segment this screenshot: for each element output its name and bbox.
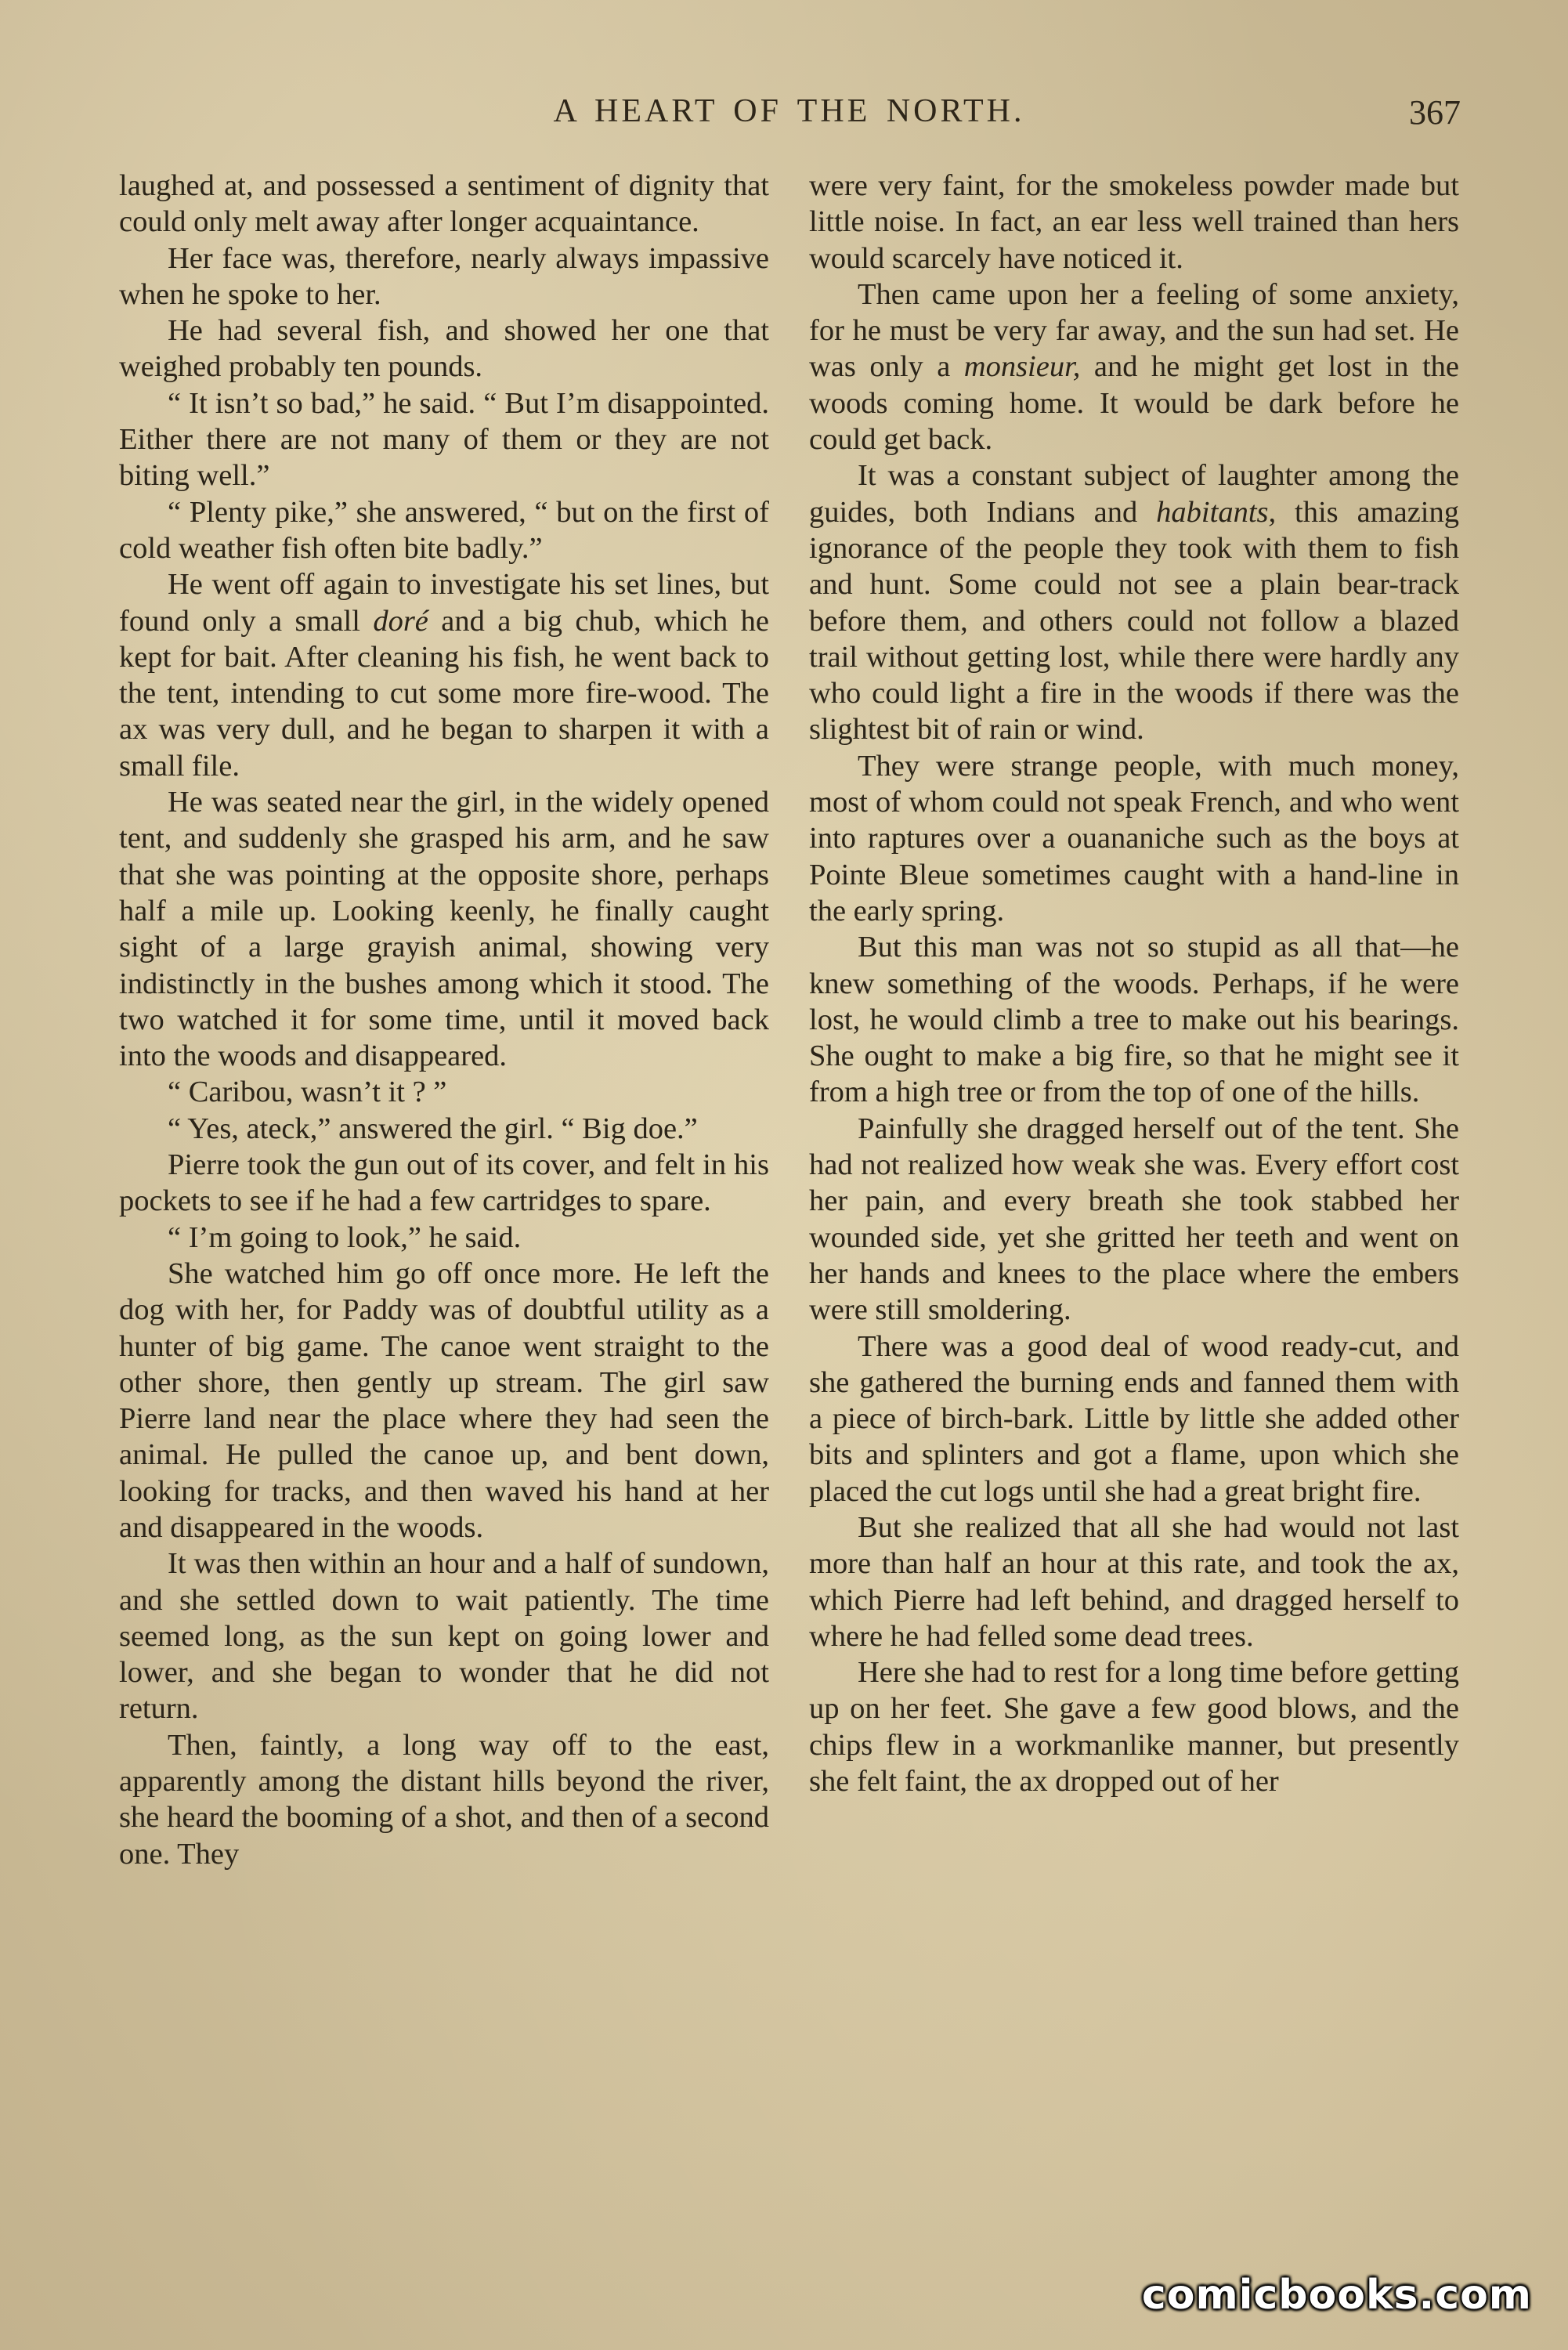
page-number: 367 bbox=[1409, 93, 1461, 132]
paragraph: But she realized that all she had would not last more than half an hour at this rate, and took the ax, which Pierre had left behind, and dragged herself to where he had felled some dead trees. bbox=[809, 1510, 1459, 1653]
paragraph: Here she had to rest for a long time before getting up on her feet. She gave a few good blows, and the chips flew in a workmanlike manner, but presently she felt faint, the ax dropped out of her bbox=[809, 1656, 1459, 1799]
paragraph: Her face was, therefore, nearly always impassive when he spoke to her. bbox=[119, 241, 769, 311]
italic-word: habitants, bbox=[1156, 495, 1277, 529]
right-column bbox=[809, 168, 1459, 1799]
paragraph: Painfully she dragged herself out of the tent. She had not realized how weak she was. Every effort cost her pain, and every breath she took stabbed her wounded side, yet she gritted her teeth and went on her hands and knees to the place where the embers were still smoldering. bbox=[809, 1112, 1459, 1327]
paragraph: “ Plenty pike,” she answered, “ but on the first of cold weather fish often bite badly.” bbox=[119, 495, 769, 565]
paragraph bbox=[809, 457, 1459, 747]
paragraph: She watched him go off once more. He left the dog with her, for Paddy was of doubtful utility as a hunter of big game. The canoe went straight to the other shore, then gently up stream. The girl saw Pierre land near the place where they had seen the animal. He pulled the canoe up, and bent down, looking for tracks, and then waved his hand at her and disappeared in the woods. bbox=[119, 1256, 769, 1544]
paragraph: were very faint, for the smokeless powder made but little noise. In fact, an ear less well trained than hers would scarcely have noticed it. bbox=[809, 169, 1459, 275]
paragraph: “ I’m going to look,” he said. bbox=[168, 1220, 522, 1254]
paragraph: He was seated near the girl, in the widely opened tent, and suddenly she grasped his arm, and he saw that she was pointing at the opposite shore, perhaps half a mile up. Looking keenly, he finally caught sight of a large grayish animal, showing very indistinctly in the bushes among which it stood. The two watched it for some time, until it moved back into the woods and disappeared. bbox=[119, 786, 769, 1073]
paragraph-text: and a big chub, which he kept for bait. After cleaning his fish, he went back to the tent, intending to cut some more fire-wood. The ax was very dull, and he began to sharpen it with a small file. bbox=[119, 604, 769, 783]
paragraph: Then, faintly, a long way off to the east, apparently among the distant hills beyond the river, she heard the booming of a shot, and then of a second one. They bbox=[119, 1728, 769, 1871]
paragraph-text: He went off again to investigate his set lines, but found only a small bbox=[119, 568, 769, 638]
running-title: A HEART OF THE NORTH. bbox=[553, 93, 1025, 129]
italic-word: monsieur, bbox=[963, 350, 1081, 384]
paragraph-text: Then came upon her a feeling of some anxiety, for he must be very far away, and the sun had set. He was only a bbox=[809, 277, 1459, 384]
paragraph: laughed at, and possessed a sentiment of dignity that could only melt away after longer acquaintance. bbox=[119, 169, 769, 239]
paragraph: “ Yes, ateck,” answered the girl. “ Big doe.” bbox=[168, 1112, 698, 1145]
paragraph bbox=[119, 566, 769, 784]
paragraph bbox=[809, 277, 1459, 457]
paragraph-text: this amazing ignorance of the people they took with them to fish and hunt. Some could not see a plain bear-track before them, and others could not follow a blazed trail without getting lost, while there were hardly any who could light a fire in the woods if there was the slightest bit of rain or wind. bbox=[809, 495, 1459, 747]
italic-word: doré bbox=[373, 604, 428, 638]
paragraph-text: It was a constant subject of laughter among the guides, both Indians and bbox=[809, 459, 1459, 529]
paragraph: It was then within an hour and a half of sundown, and she settled down to wait patiently. The time seemed long, as the sun kept on going lower and lower, and she began to wonder that he did not return. bbox=[119, 1547, 769, 1726]
paragraph: There was a good deal of wood ready-cut, and she gathered the burning ends and fanned them with a piece of birch-bark. Little by little she added other bits and splinters and got a flame, upon which she placed the cut logs until she had a great bright fire. bbox=[809, 1329, 1459, 1508]
paragraph: “ It isn’t so bad,” he said. “ But I’m disappointed. Either there are not many of them or they are not biting well.” bbox=[119, 386, 769, 493]
paragraph: Pierre took the gun out of its cover, and felt in his pockets to see if he had a few cartridges to spare. bbox=[119, 1148, 769, 1218]
page-header bbox=[117, 92, 1461, 147]
left-column bbox=[119, 168, 769, 1872]
paragraph: They were strange people, with much money, most of whom could not speak French, and who went into raptures over a ouananiche such as the boys at Pointe Bleue sometimes caught with a hand-line in the early spring. bbox=[809, 749, 1459, 927]
paragraph: “ Caribou, wasn’t it ? ” bbox=[168, 1076, 447, 1109]
paragraph: But this man was not so stupid as all that—he knew something of the woods. Perhaps, if he were lost, he would climb a tree to make out his bearings. She ought to make a big fire, so that he might see it from a high tree or from the top of one of the hills. bbox=[809, 931, 1459, 1109]
paragraph-text: and he might get lost in the woods coming home. It would be dark before he could get back. bbox=[809, 350, 1459, 457]
paragraph: He had several fish, and showed her one that weighed probably ten pounds. bbox=[119, 314, 769, 384]
watermark: comicbooks.com bbox=[1141, 2272, 1532, 2319]
